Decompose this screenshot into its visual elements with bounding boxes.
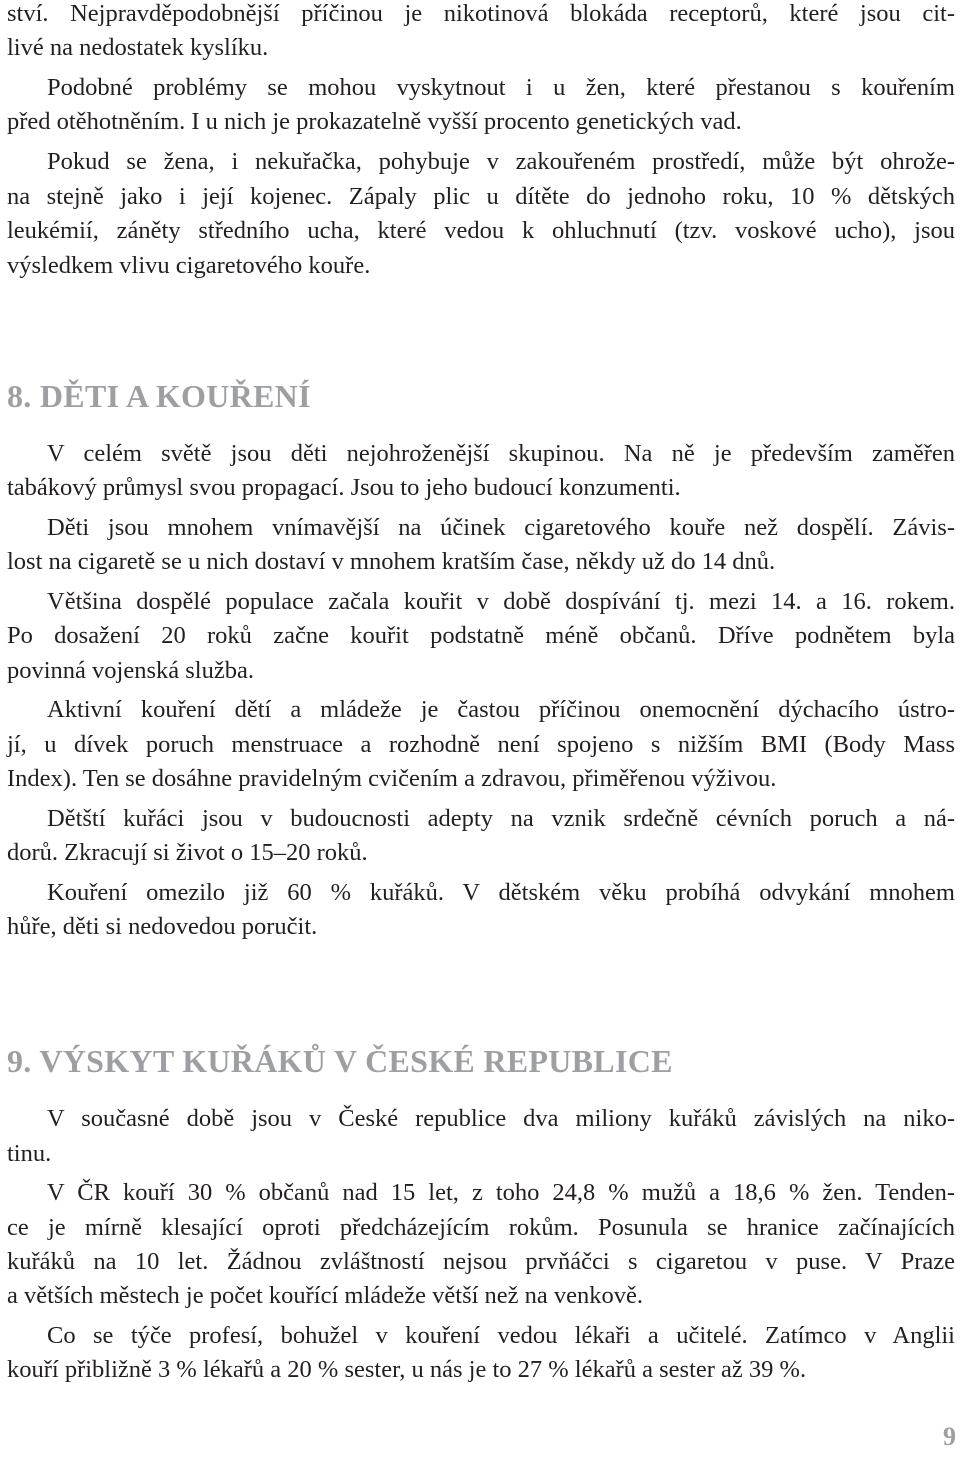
intro-line: leukémií, záněty středního ucha, které vedou k ohluchnutí (tzv. voskové ucho), jsou	[7, 217, 955, 244]
paragraph-line: lost na cigaretě se u nich dostaví v mnohem kratším čase, někdy už do 14 dnů.	[7, 548, 776, 575]
paragraph-line: V ČR kouří 30 % občanů nad 15 let, z toho 24,8 % mužů a 18,6 % žen. Tenden-	[47, 1179, 955, 1206]
intro-line: ství. Nejpravděpodobnější příčinou je nikotinová blokáda receptorů, které jsou cit-	[7, 0, 955, 27]
section-heading: 9. VÝSKYT KUŘÁKŮ V ČESKÉ REPUBLICE	[7, 1043, 673, 1079]
paragraph-line: Co se týče profesí, bohužel v kouření vedou lékaři a učitelé. Zatímco v Anglii	[47, 1322, 955, 1349]
paragraph-line: dorů. Zkracují si život o 15–20 roků.	[7, 839, 368, 866]
paragraph-line: tabákový průmysl svou propagací. Jsou to jeho budoucí konzumenti.	[7, 474, 681, 501]
paragraph-line: Aktivní kouření dětí a mládeže je častou příčinou onemocnění dýchacího ústro-	[47, 696, 955, 723]
paragraph-line: jí, u dívek poruch menstruace a rozhodně není spojeno s nižším BMI (Body Mass	[7, 731, 955, 758]
paragraph-line: kouří přibližně 3 % lékařů a 20 % sester, u nás je to 27 % lékařů a sester až 39 %.	[7, 1356, 807, 1383]
intro-line: Podobné problémy se mohou vyskytnout i u žen, které přestanou s kouřením	[47, 74, 955, 101]
paragraph-line: a větších městech je počet kouřící mládeže větší než na venkově.	[7, 1282, 644, 1309]
section-heading: 8. DĚTI A KOUŘENÍ	[7, 378, 311, 414]
paragraph-line: V současné době jsou v České republice dva miliony kuřáků závislých na niko-	[47, 1105, 955, 1132]
paragraph-line: Index). Ten se dosáhne pravidelným cvičením a zdravou, přiměřenou výživou.	[7, 765, 777, 792]
paragraph-line: hůře, děti si nedovedou poručit.	[7, 913, 318, 940]
paragraph-line: tinu.	[7, 1140, 52, 1167]
intro-line: na stejně jako i její kojenec. Zápaly plic u dítěte do jednoho roku, 10 % dětských	[7, 183, 955, 210]
paragraph-line: Dětští kuřáci jsou v budoucnosti adepty na vznik srdečně cévních poruch a ná-	[47, 805, 955, 832]
page-number: 9	[943, 1422, 956, 1451]
intro-line: Pokud se žena, i nekuřačka, pohybuje v zakouřeném prostředí, může být ohrože-	[47, 148, 955, 175]
intro-line: výsledkem vlivu cigaretového kouře.	[7, 252, 371, 279]
paragraph-line: Děti jsou mnohem vnímavější na účinek cigaretového kouře než dospělí. Závis-	[47, 514, 955, 541]
paragraph-line: kuřáků na 10 let. Žádnou zvláštností nejsou prvňáčci s cigaretou v puse. V Praze	[7, 1248, 955, 1275]
paragraph-line: ce je mírně klesající oproti předcházejícím rokům. Posunula se hranice začínajících	[7, 1214, 955, 1241]
paragraph-line: Kouření omezilo již 60 % kuřáků. V dětském věku probíhá odvykání mnohem	[47, 879, 955, 906]
intro-line: livé na nedostatek kyslíku.	[7, 34, 269, 61]
paragraph-line: Po dosažení 20 roků začne kouřit podstatně méně občanů. Dříve podnětem byla	[7, 622, 955, 649]
paragraph-line: Většina dospělé populace začala kouřit v době dospívání tj. mezi 14. a 16. rokem.	[47, 588, 955, 615]
paragraph-line: povinná vojenská služba.	[7, 657, 254, 684]
paragraph-line: V celém světě jsou děti nejohroženější skupinou. Na ně je především zaměřen	[47, 440, 955, 467]
intro-line: před otěhotněním. I u nich je prokazatelně vyšší procento genetických vad.	[7, 108, 742, 135]
